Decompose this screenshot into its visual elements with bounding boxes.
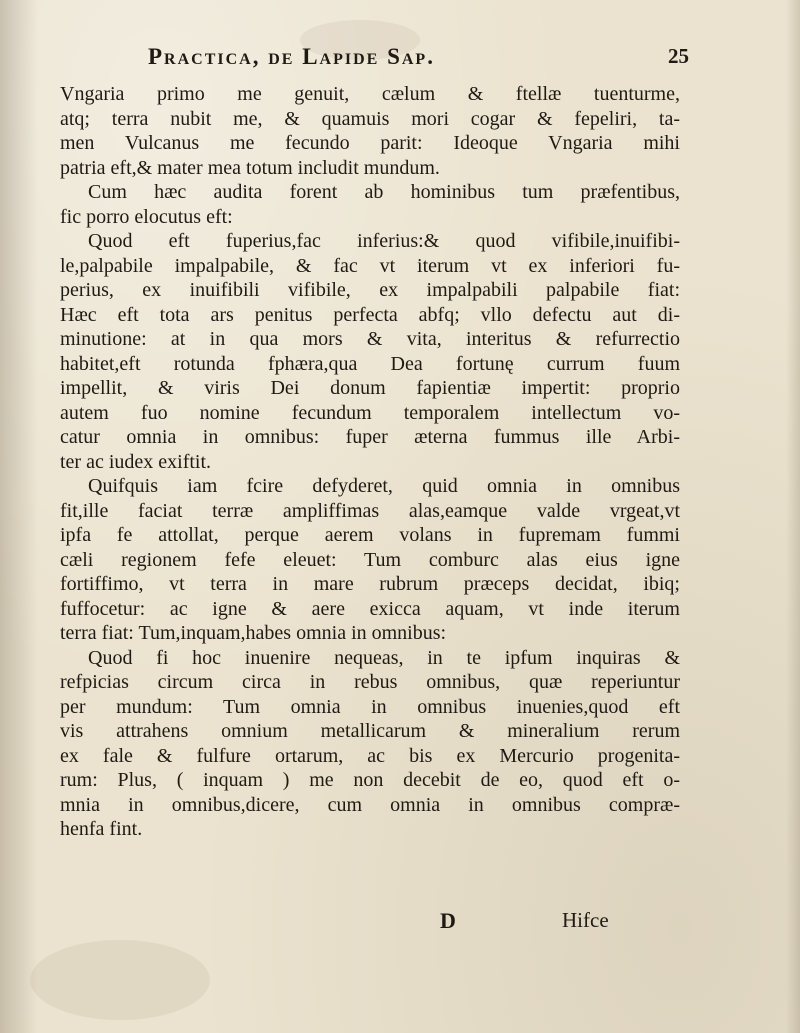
text-line: Quod eft fuperius,fac inferius:& quod vifibile,inuifibi- [88, 230, 680, 252]
text-line: Quifquis iam fcire defyderet, quid omnia in omnibus [88, 475, 680, 497]
text-line: vis attrahens omnium metallicarum & mineralium rerum [60, 720, 680, 742]
text-line: impellit, & viris Dei donum fapientiæ impertit: proprio [60, 377, 680, 399]
text-line: rum: Plus, ( inquam ) me non decebit de eo, quod eft o- [60, 769, 680, 791]
page-footer [0, 908, 800, 938]
text-line: catur omnia in omnibus: fuper æterna fummus ille Arbi- [60, 426, 680, 448]
text-line: ipfa fe attollat, perque aerem volans in fupremam fummi [60, 524, 680, 546]
body-text [60, 82, 680, 842]
text-line: men Vulcanus me fecundo parit: Ideoque Vngaria mihi [60, 132, 680, 154]
text-line: refpicias circum circa in rebus omnibus, quæ reperiuntur [60, 671, 680, 693]
text-line: Vngaria primo me genuit, cælum & ftellæ tuenturme, [60, 83, 680, 105]
text-line: fuffocetur: ac igne & aere exicca aquam, vt inde iterum [60, 597, 680, 620]
text-line: mnia in omnibus,dicere, cum omnia in omnibus compræ- [60, 793, 680, 816]
text-line: Cum hæc audita forent ab hominibus tum præfentibus, [88, 181, 680, 203]
page-number: 25 [668, 44, 689, 68]
paper-stain [30, 940, 210, 1020]
text-line: fortiffimo, vt terra in mare rubrum præceps decidat, ibiq; [60, 573, 680, 595]
text-line: perius, ex inuifibili vifibile, ex impalpabili palpabile fiat: [60, 279, 680, 301]
running-head: Practica, de Lapide Sap. [148, 44, 435, 69]
page-gutter-shadow [0, 0, 38, 1033]
catchword: Hifce [562, 908, 609, 932]
text-line: minutione: at in qua mors & vita, interitus & refurrectio [60, 328, 680, 350]
text-line: cæli regionem fefe eleuet: Tum comburc alas eius igne [60, 548, 680, 571]
text-line: henfa fint. [60, 818, 143, 840]
text-line: Hæc eft tota ars penitus perfecta abfq; vllo defectu aut di- [60, 303, 680, 326]
text-line: terra fiat: Tum,inquam,habes omnia in omnibus: [60, 622, 447, 644]
text-line: ex fale & fulfure ortarum, ac bis ex Mercurio progenita- [60, 744, 680, 767]
text-line: ter ac iudex exiftit. [60, 450, 212, 473]
text-line: autem fuo nomine fecundum temporalem intellectum vo- [60, 401, 680, 424]
page-edge-shadow [786, 0, 800, 1033]
text-line: fic porro elocutus eft: [60, 205, 233, 228]
text-line: habitet,eft rotunda fphæra,qua Dea fortunę currum fuum [60, 352, 680, 375]
text-line: le,palpabile impalpabile, & fac vt iterum vt ex inferiori fu- [60, 254, 680, 277]
text-line: atq; terra nubit me, & quamuis mori cogar & fepeliri, ta- [60, 107, 680, 130]
text-line: fit,ille faciat terræ ampliffimas alas,eamque valde vrgeat,vt [60, 499, 680, 522]
text-line: per mundum: Tum omnia in omnibus inuenies,quod eft [60, 695, 680, 718]
text-line: Quod fi hoc inuenire nequeas, in te ipfum inquiras & [88, 646, 680, 669]
text-line: patria eft,& mater mea totum includit mundum. [60, 156, 440, 179]
signature-mark: D [440, 908, 456, 933]
